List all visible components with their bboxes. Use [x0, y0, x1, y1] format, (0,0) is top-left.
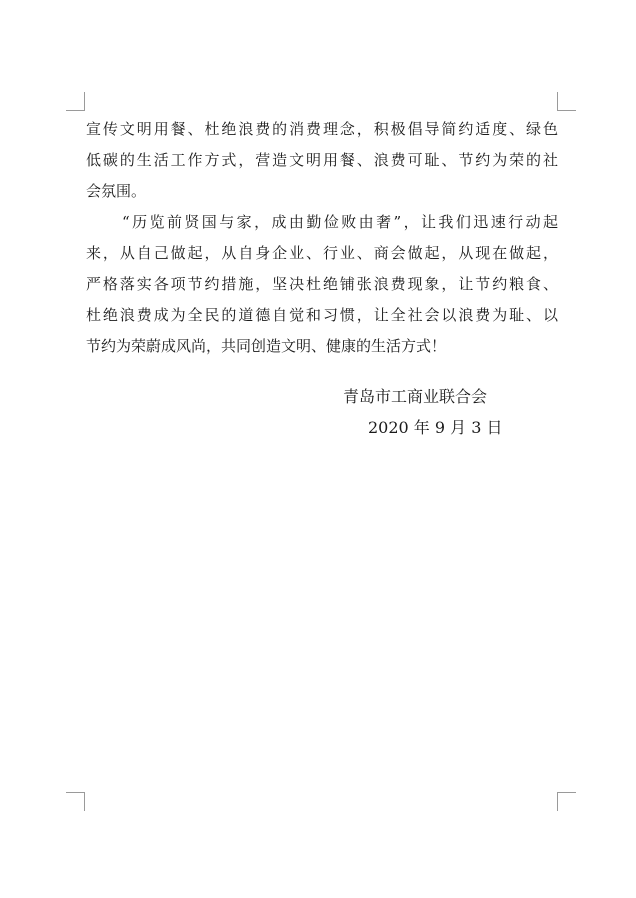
paragraph-line: 会氛围。 — [86, 182, 147, 200]
paragraph-line: 宣传文明用餐、杜绝浪费的消费理念，积极倡导简约适度、绿色 — [86, 120, 558, 138]
paragraph-line: 节约为荣蔚成风尚，共同创造文明、健康的生活方式！ — [86, 337, 447, 355]
paragraph-2 — [86, 207, 558, 362]
bottom-left-crop-mark — [66, 792, 85, 811]
body-text — [86, 114, 558, 362]
paragraph-line: 低碳的生活工作方式，营造文明用餐、浪费可耻、节约为荣的社 — [86, 151, 558, 169]
paragraph-line: 杜绝浪费成为全民的道德自觉和习惯，让全社会以浪费为耻、以 — [86, 306, 558, 324]
bottom-right-crop-mark — [557, 792, 576, 811]
top-right-crop-mark — [557, 92, 576, 111]
paragraph-line: “历览前贤国与家，成由勤俭败由奢”，让我们迅速行动起 — [122, 213, 558, 231]
signature-organization: 青岛市工商业联合会 — [343, 387, 488, 406]
paragraph-line: 严格落实各项节约措施，坚决杜绝铺张浪费现象，让节约粮食、 — [86, 275, 558, 293]
paragraph-1 — [86, 114, 558, 207]
paragraph-line: 来，从自己做起，从自身企业、行业、商会做起，从现在做起， — [86, 244, 558, 262]
signature-date: 2020 年 9 月 3 日 — [368, 418, 503, 437]
top-left-crop-mark — [66, 92, 85, 111]
